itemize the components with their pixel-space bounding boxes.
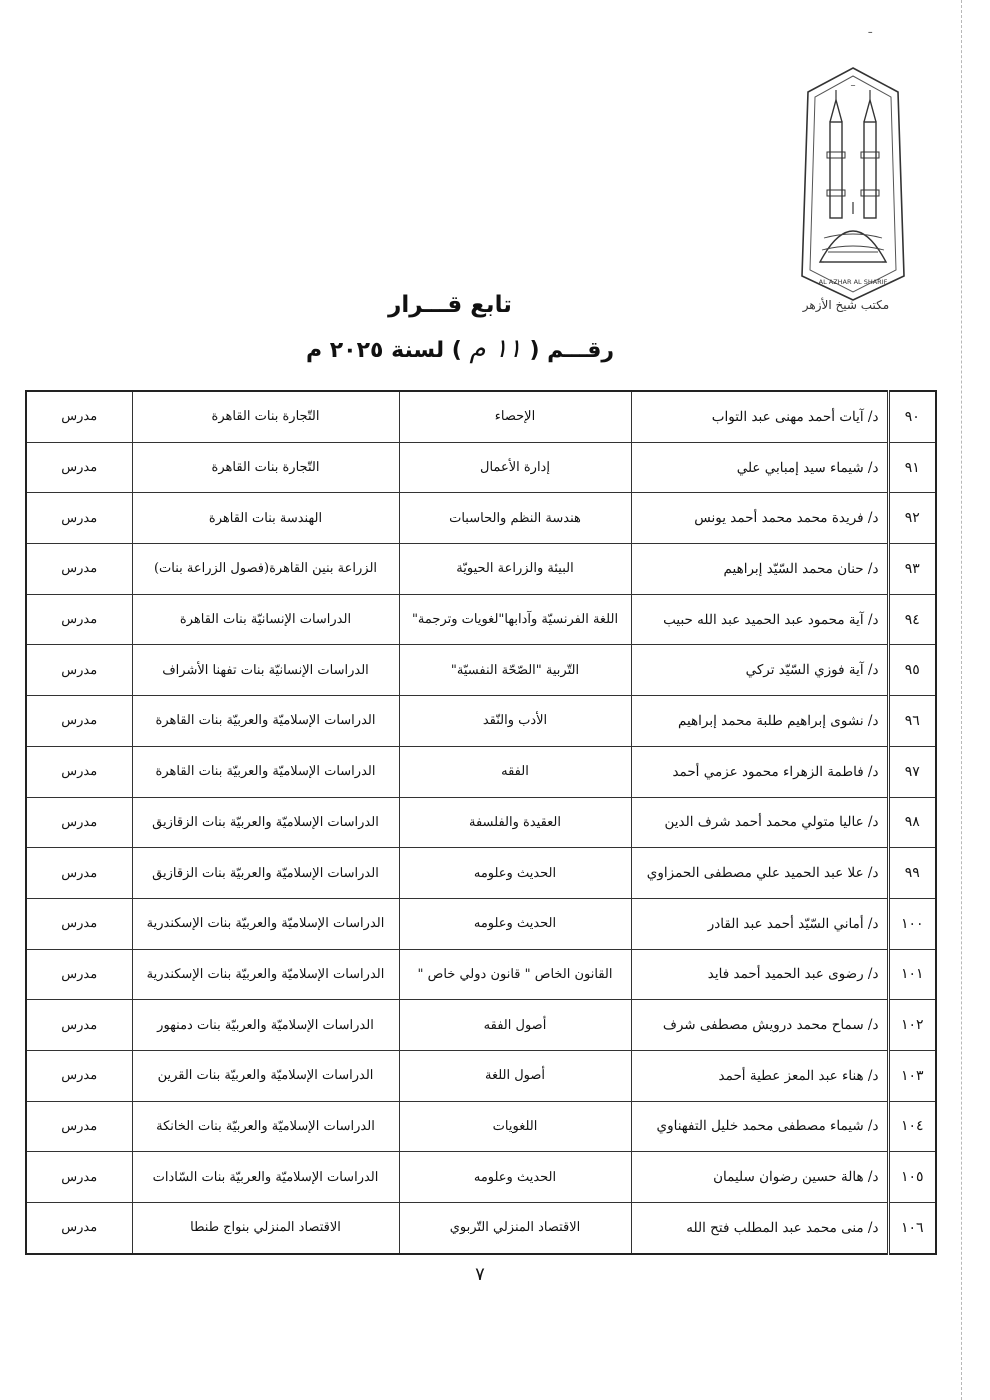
row-number-cell: ٩٨ (888, 797, 936, 848)
table-row (26, 746, 936, 797)
row-number-cell: ٩٩ (888, 848, 936, 899)
table-body (26, 391, 936, 1254)
college-cell: الدراسات الإسلاميّة والعربيّة بنات القاهرة (132, 696, 399, 747)
academic-rank-cell: مدرس (26, 442, 132, 493)
table-row (26, 949, 936, 1000)
table-row (26, 898, 936, 949)
college-cell: الدراسات الإسلاميّة والعربيّة بنات الخانكة (132, 1101, 399, 1152)
table-row (26, 1152, 936, 1203)
college-cell: التّجارة بنات القاهرة (132, 391, 399, 442)
academic-rank-cell: مدرس (26, 493, 132, 544)
emblem-caption: مكتب شيخ الأزهر (802, 298, 890, 312)
department-cell: التّربية "الصّحّة النفسيّة" (399, 645, 631, 696)
college-cell: الهندسة بنات القاهرة (132, 493, 399, 544)
row-number-cell: ٩٥ (888, 645, 936, 696)
person-name-cell: د/ أماني السّيّد أحمد عبد القادر (631, 898, 888, 949)
decision-number-line (250, 334, 670, 364)
department-cell: الحديث وعلومه (399, 1152, 631, 1203)
table-row (26, 797, 936, 848)
table-row (26, 544, 936, 595)
college-cell: الدراسات الإسلاميّة والعربيّة بنات الإسكندرية (132, 898, 399, 949)
person-name-cell: د/ نشوى إبراهيم طلبة محمد إبراهيم (631, 696, 888, 747)
decision-prefix: رقـــم ( (529, 338, 615, 363)
table-row (26, 1050, 936, 1101)
table-row (26, 1000, 936, 1051)
department-cell: الاقتصاد المنزلي التّربوي (399, 1203, 631, 1254)
college-cell: الدراسات الإنسانيّة بنات القاهرة (132, 594, 399, 645)
department-cell: الفقه (399, 746, 631, 797)
academic-rank-cell: مدرس (26, 1152, 132, 1203)
table-row (26, 645, 936, 696)
person-name-cell: د/ آية محمود عبد الحميد عبد الله حبيب (631, 594, 888, 645)
table-row (26, 848, 936, 899)
person-name-cell: د/ منى محمد عبد المطلب فتح الله (631, 1203, 888, 1254)
decision-suffix: ) لسنة ٢٠٢٥ م (305, 338, 462, 363)
department-cell: اللغة الفرنسيّة وآدابها"لغويات وترجمة" (399, 594, 631, 645)
department-cell: الأدب والنّقد (399, 696, 631, 747)
academic-rank-cell: مدرس (26, 848, 132, 899)
college-cell: الدراسات الإسلاميّة والعربيّة بنات القاهرة (132, 746, 399, 797)
row-number-cell: ٩٧ (888, 746, 936, 797)
academic-rank-cell: مدرس (26, 1050, 132, 1101)
person-name-cell: د/ سماح محمد درويش مصطفى شرف (631, 1000, 888, 1051)
row-number-cell: ١٠٣ (888, 1050, 936, 1101)
person-name-cell: د/ هالة حسين رضوان سليمان (631, 1152, 888, 1203)
appointments-table (25, 390, 937, 1255)
scan-edge-line (961, 0, 962, 1400)
academic-rank-cell: مدرس (26, 898, 132, 949)
person-name-cell: د/ هناء عبد المعز عطية أحمد (631, 1050, 888, 1101)
college-cell: الدراسات الإسلاميّة والعربيّة بنات الزقازيق (132, 797, 399, 848)
row-number-cell: ١٠٤ (888, 1101, 936, 1152)
person-name-cell: د/ عاليا متولي محمد أحمد شرف الدين (631, 797, 888, 848)
department-cell: هندسة النظم والحاسبات (399, 493, 631, 544)
college-cell: الزراعة بنين القاهرة(فصول الزراعة بنات) (132, 544, 399, 595)
row-number-cell: ٩٦ (888, 696, 936, 747)
emblem-top-text: ــ (850, 80, 856, 88)
person-name-cell: د/ فريدة محمد محمد أحمد يونس (631, 493, 888, 544)
college-cell: التّجارة بنات القاهرة (132, 442, 399, 493)
academic-rank-cell: مدرس (26, 594, 132, 645)
handwritten-decision-number: ١١ م (469, 334, 522, 364)
department-cell: اللغويات (399, 1101, 631, 1152)
college-cell: الاقتصاد المنزلي بنواج طنطا (132, 1203, 399, 1254)
academic-rank-cell: مدرس (26, 696, 132, 747)
person-name-cell: د/ آية فوزي السّيّد تركي (631, 645, 888, 696)
row-number-cell: ١٠٠ (888, 898, 936, 949)
row-number-cell: ١٠٦ (888, 1203, 936, 1254)
person-name-cell: د/ فاطمة الزهراء محمود عزمي أحمد (631, 746, 888, 797)
academic-rank-cell: مدرس (26, 645, 132, 696)
person-name-cell: د/ آيات أحمد مهنى عبد التواب (631, 391, 888, 442)
college-cell: الدراسات الإسلاميّة والعربيّة بنات الزقازيق (132, 848, 399, 899)
department-cell: العقيدة والفلسفة (399, 797, 631, 848)
college-cell: الدراسات الإسلاميّة والعربيّة بنات دمنهور (132, 1000, 399, 1051)
table-row (26, 442, 936, 493)
department-cell: القانون الخاص " قانون دولي خاص " (399, 949, 631, 1000)
department-cell: الحديث وعلومه (399, 848, 631, 899)
academic-rank-cell: مدرس (26, 1203, 132, 1254)
table-row (26, 391, 936, 442)
academic-rank-cell: مدرس (26, 1101, 132, 1152)
row-number-cell: ٩٤ (888, 594, 936, 645)
department-cell: الإحصاء (399, 391, 631, 442)
person-name-cell: د/ علا عبد الحميد علي مصطفى الحمزاوي (631, 848, 888, 899)
academic-rank-cell: مدرس (26, 391, 132, 442)
person-name-cell: د/ شيماء مصطفى محمد خليل التفهناوي (631, 1101, 888, 1152)
person-name-cell: د/ شيماء سيد إمبابي علي (631, 442, 888, 493)
department-cell: البيئة والزراعة الحيويّة (399, 544, 631, 595)
academic-rank-cell: مدرس (26, 797, 132, 848)
row-number-cell: ١٠١ (888, 949, 936, 1000)
table-row (26, 696, 936, 747)
college-cell: الدراسات الإسلاميّة والعربيّة بنات السّادات (132, 1152, 399, 1203)
college-cell: الدراسات الإسلاميّة والعربيّة بنات الإسكندرية (132, 949, 399, 1000)
emblem-english-text: AL AZHAR AL SHARIF (818, 278, 888, 286)
table-row (26, 493, 936, 544)
department-cell: الحديث وعلومه (399, 898, 631, 949)
college-cell: الدراسات الإسلاميّة والعربيّة بنات القرين (132, 1050, 399, 1101)
row-number-cell: ١٠٥ (888, 1152, 936, 1203)
academic-rank-cell: مدرس (26, 746, 132, 797)
department-cell: أصول الفقه (399, 1000, 631, 1051)
row-number-cell: ٩١ (888, 442, 936, 493)
row-number-cell: ٩٣ (888, 544, 936, 595)
person-name-cell: د/ رضوى عبد الحميد أحمد فايد (631, 949, 888, 1000)
row-number-cell: ٩٠ (888, 391, 936, 442)
table-row (26, 1101, 936, 1152)
department-cell: إدارة الأعمال (399, 442, 631, 493)
al-azhar-emblem (794, 62, 912, 306)
academic-rank-cell: مدرس (26, 1000, 132, 1051)
academic-rank-cell: مدرس (26, 544, 132, 595)
scan-mark: ـ (868, 22, 872, 36)
table-row (26, 594, 936, 645)
academic-rank-cell: مدرس (26, 949, 132, 1000)
row-number-cell: ١٠٢ (888, 1000, 936, 1051)
table-row (26, 1203, 936, 1254)
college-cell: الدراسات الإنسانيّة بنات تفهنا الأشراف (132, 645, 399, 696)
department-cell: أصول اللغة (399, 1050, 631, 1101)
row-number-cell: ٩٢ (888, 493, 936, 544)
document-title: تابع قـــرار (388, 292, 512, 318)
page-number: ٧ (475, 1264, 485, 1285)
person-name-cell: د/ حنان محمد السّيّد إبراهيم (631, 544, 888, 595)
